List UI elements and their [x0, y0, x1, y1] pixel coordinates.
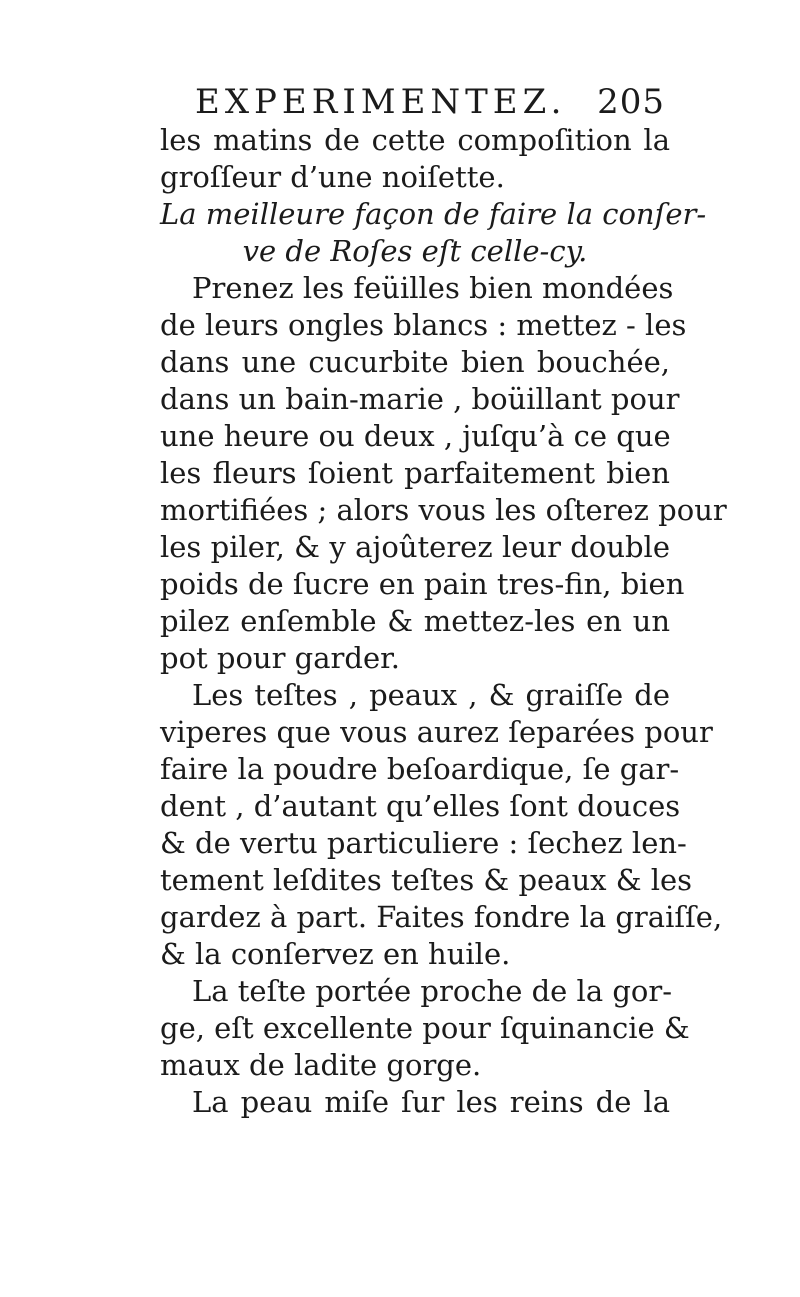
text-line: groſſeur d’une noiſette. [160, 160, 505, 194]
page-number: 205 [597, 82, 665, 122]
text-line: gardez à part. Faites fondre la graiſſe, [160, 900, 723, 934]
text-line: maux de ladite gorge. [160, 1048, 482, 1082]
text-line: les piler, & y ajoûterez leur double [160, 530, 670, 564]
text-line: dent , d’autant qu’elles ſont douces [160, 789, 681, 823]
text-line: mortifiées ; alors vous les oſterez pour [160, 493, 727, 527]
text-line: dans une cucurbite bien bouchée, [160, 345, 670, 379]
body-text [160, 122, 727, 1121]
running-title: EXPERIMENTEZ. [195, 82, 567, 122]
text-line: & la conſervez en huile. [160, 937, 511, 971]
text-line: viperes que vous aurez ſeparées pour [160, 715, 713, 749]
text-line: dans un bain-marie , boüillant pour [160, 382, 680, 416]
section-heading-line: La meilleure façon de faire la conſer- [160, 197, 707, 231]
section-heading-line: ve de Roſes eſt celle-cy. [242, 234, 588, 268]
page-header [195, 80, 665, 124]
text-line: une heure ou deux , juſqu’à ce que [160, 419, 671, 453]
text-line: ge, eſt excellente pour ſquinancie & [160, 1011, 690, 1045]
paragraph-first-line: Les teſtes , peaux , & graiſſe de [192, 678, 670, 712]
text-line: les fleurs ſoient parfaitement bien [160, 456, 670, 490]
text-line: & de vertu particuliere : ſechez len- [160, 826, 687, 860]
text-line: de leurs ongles blancs : mettez - les [160, 308, 687, 342]
text-line: faire la poudre beſoardique, ſe gar- [160, 752, 680, 786]
text-line: pilez enſemble & mettez-les en un [160, 604, 670, 638]
text-line: les matins de cette compoſition la [160, 123, 670, 157]
text-line: tement leſdites teſtes & peaux & les [160, 863, 693, 897]
text-line: poids de ſucre en pain tres-fin, bien [160, 567, 685, 601]
paragraph-first-line: La peau miſe ſur les reins de la [192, 1085, 670, 1119]
text-line: pot pour garder. [160, 641, 401, 675]
paragraph-first-line: Prenez les feüilles bien mondées [192, 271, 674, 305]
paragraph-first-line: La teſte portée proche de la gor- [192, 974, 673, 1008]
